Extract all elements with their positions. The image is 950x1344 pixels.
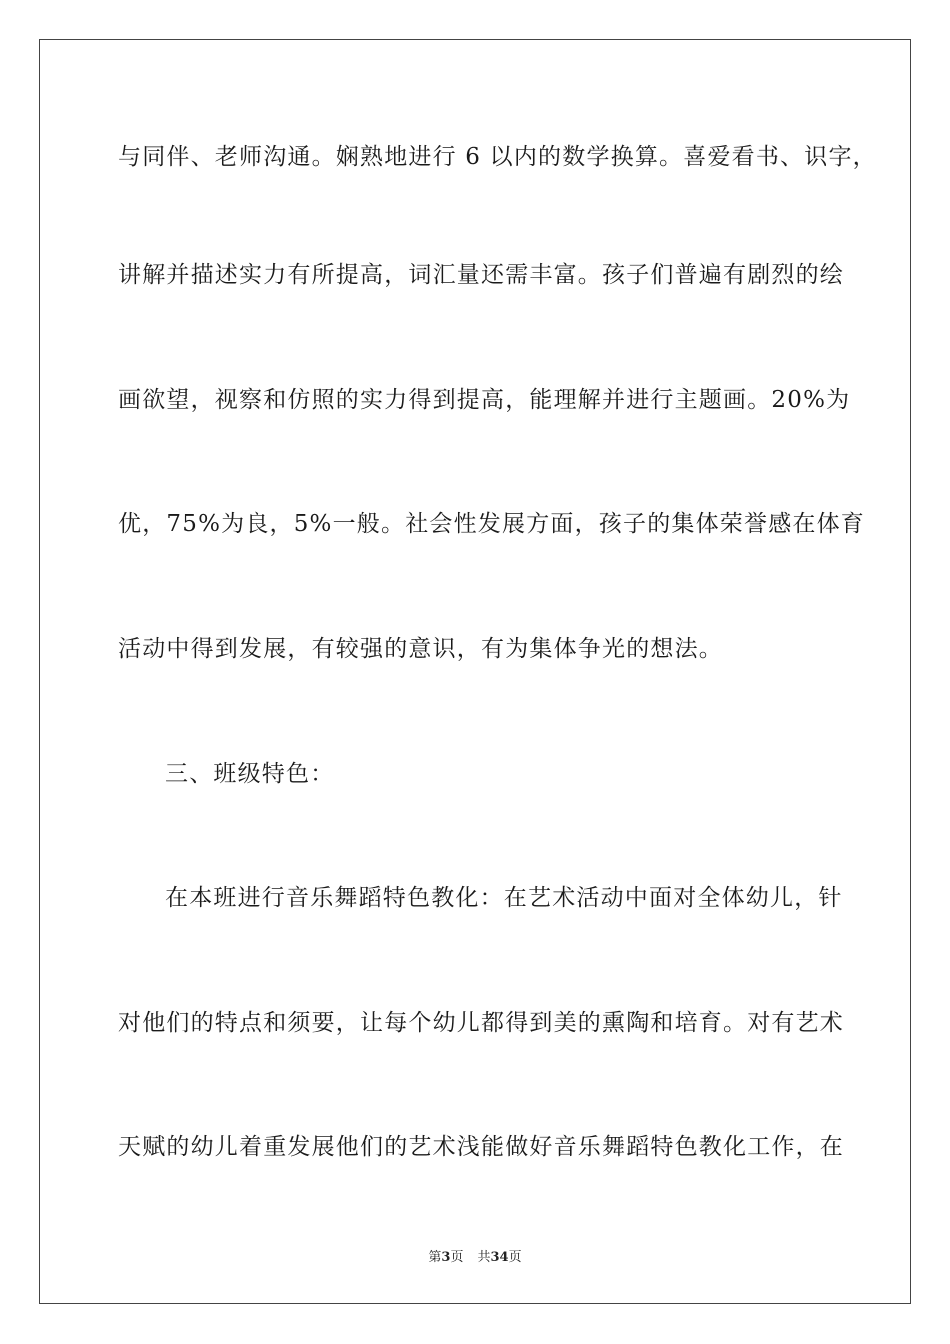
footer-page-number: 3 (441, 1250, 451, 1265)
footer-page-suffix: 页 (450, 1250, 464, 1265)
body-text-line-5: 活动中得到发展，有较强的意识，有为集体争光的想法。 (118, 636, 723, 662)
body-text-line-2: 讲解并描述实力有所提高，词汇量还需丰富。孩子们普遍有剧烈的绘 (118, 262, 844, 288)
body-text-line-3: 画欲望，视察和仿照的实力得到提高，能理解并进行主题画。20%为 (118, 387, 851, 413)
footer-page-prefix: 第 (428, 1250, 442, 1265)
page-footer (0, 1246, 950, 1265)
footer-total-suffix: 页 (508, 1250, 522, 1265)
body-text-line-8: 天赋的幼儿着重发展他们的艺术浅能做好音乐舞蹈特色教化工作，在 (118, 1134, 844, 1160)
footer-total-prefix: 共 (477, 1250, 491, 1265)
section-heading: 三、班级特色： (165, 761, 335, 787)
body-text-line-4: 优，75%为良，5%一般。社会性发展方面，孩子的集体荣誉感在体育 (118, 511, 866, 537)
body-text-line-1: 与同伴、老师沟通。娴熟地进行 6 以内的数学换算。喜爱看书、识字， (118, 144, 877, 170)
footer-total-pages: 34 (490, 1250, 509, 1265)
body-text-line-6: 在本班进行音乐舞蹈特色教化：在艺术活动中面对全体幼儿，针 (165, 885, 843, 911)
body-text-line-7: 对他们的特点和须要，让每个幼儿都得到美的熏陶和培育。对有艺术 (118, 1010, 844, 1036)
page-border (39, 39, 911, 1304)
